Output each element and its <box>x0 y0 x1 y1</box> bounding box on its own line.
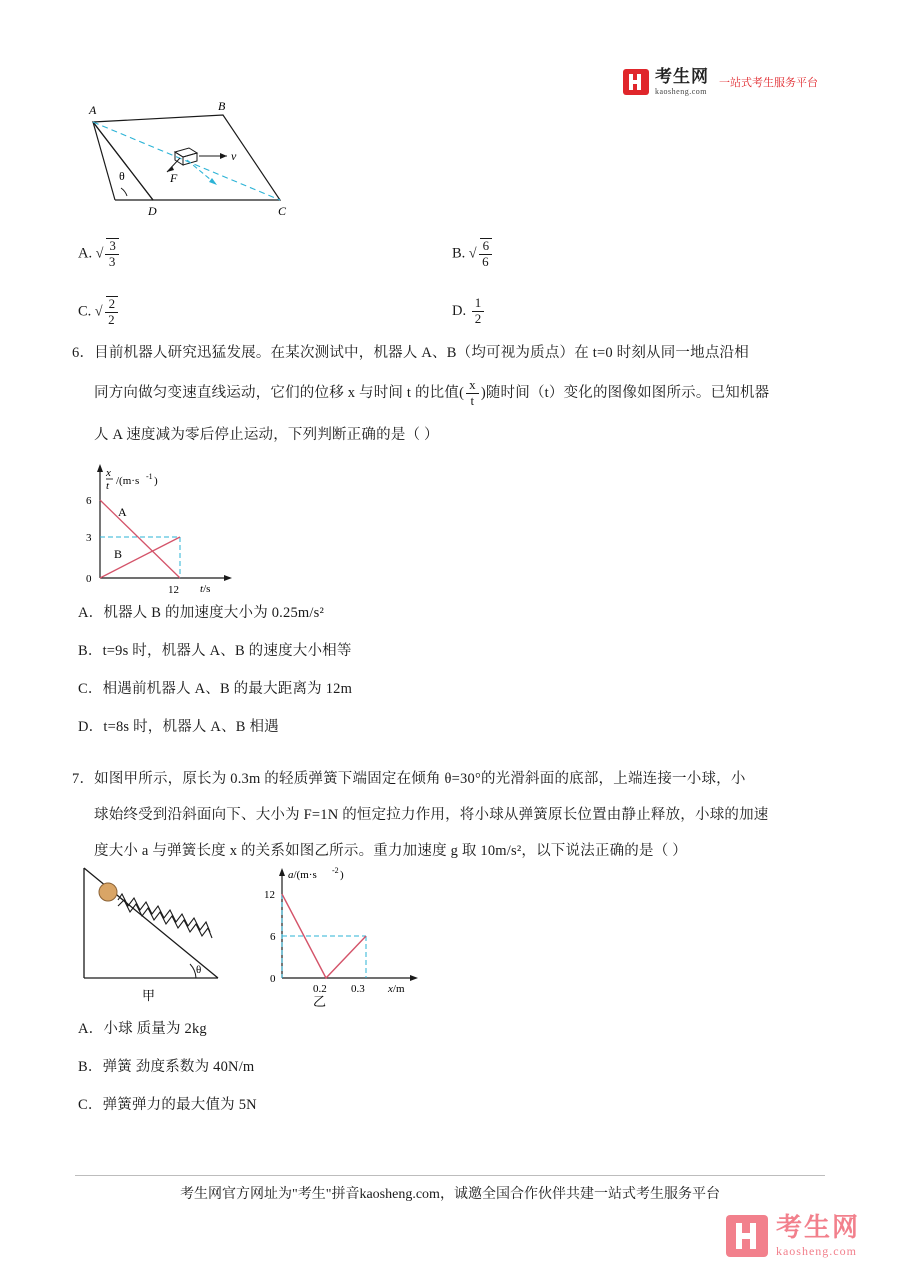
fig2-xlabel: t/s <box>200 583 211 595</box>
fig3-xtick-02: 0.2 <box>313 983 327 995</box>
q7-option-A: A．小球 质量为 2kg <box>78 1021 207 1037</box>
option-A-q5: A. √ $\frac{3}{3}$ <box>78 238 121 270</box>
fig2-ylabel: x <box>106 467 111 479</box>
watermark-cn: 考生网 <box>775 1213 860 1242</box>
option-A-q5-num: 3 <box>106 238 119 254</box>
option-C-q5: C. √ $\frac{2}{2}$ <box>78 296 120 328</box>
figure1-label-theta: θ <box>119 169 125 183</box>
watermark-text <box>776 1215 860 1257</box>
fig2-series-label-A: A <box>118 505 127 519</box>
watermark <box>726 1215 860 1257</box>
fig3-xlabel: x/m <box>388 983 405 995</box>
logo-slogan: 一站式考生服务平台 <box>719 77 818 89</box>
fig3-label-jia: 甲 <box>142 988 156 1003</box>
fig2-ytick-0: 0 <box>86 573 92 585</box>
option-B-q5-den: 6 <box>479 254 493 270</box>
q7-line3: 度大小 a 与弹簧长度 x 的关系如图乙所示。重力加速度 g 取 10m/s²，以下说法正确的是（ ） <box>94 843 687 859</box>
figure1-label-C: C <box>278 204 287 218</box>
watermark-en: kaosheng.com <box>775 1244 857 1258</box>
q7-option-C: C．弹簧弹力的最大值为 5N <box>78 1097 257 1113</box>
fig2-ytick-6: 6 <box>86 495 92 507</box>
option-C-q5-num: 2 <box>106 296 119 312</box>
svg-text:): ) <box>154 475 158 487</box>
option-B-q5-num: 6 <box>480 238 493 254</box>
option-C-q5-label: C. <box>78 303 92 320</box>
q6-line2-part-b: )随时间（t）变化的图像如图所示。已知机器 <box>480 385 770 401</box>
fig3-ytick-0: 0 <box>270 973 276 985</box>
figure1-label-D: D <box>148 204 157 218</box>
option-D-q5-den: 2 <box>472 311 485 327</box>
q6-option-A: A．机器人 B 的加速度大小为 0.25m/s² <box>78 605 324 621</box>
option-A-q5-den: 3 <box>105 254 119 270</box>
q6-option-B: B．t=9s 时，机器人 A、B 的速度大小相等 <box>78 643 352 659</box>
q6-line1: 6．目前机器人研究迅猛发展。在某次测试中，机器人 A、B（均可视为质点）在 t=0 时刻从同一地点沿相 <box>72 345 749 361</box>
figure-inclined-plane <box>75 100 405 220</box>
fig3-label-yi: 乙 <box>313 994 327 1009</box>
fig3-theta-label: θ <box>196 964 202 976</box>
fig2-ytick-3: 3 <box>86 532 92 544</box>
figure1-label-v: v <box>231 149 237 163</box>
watermark-logo-icon <box>726 1215 768 1257</box>
option-C-q5-den: 2 <box>105 312 119 328</box>
q6-line2 <box>94 378 854 409</box>
q6-line2-part-a: 同方向做匀变速直线运动，它们的位移 x 与时间 t 的比值( <box>94 385 465 401</box>
figure1-label-A: A <box>89 103 97 117</box>
q7-line1: 7．如图甲所示，原长为 0.3m 的轻质弹簧下端固定在倾角 θ=30°的光滑斜面的底部，上端连接一小球，小 <box>72 771 746 787</box>
fig3-xtick-03: 0.3 <box>351 983 365 995</box>
svg-text:-2: -2 <box>332 866 339 875</box>
logo-text <box>655 68 709 96</box>
svg-text:t: t <box>106 480 110 492</box>
q7-line2: 球始终受到沿斜面向下、大小为 F=1N 的恒定拉力作用，将小球从弹簧原长位置由静止释放，小球的加速 <box>94 807 769 823</box>
footer-text: 考生网官方网址为"考生"拼音kaosheng.com，诚邀全国合作伙伴共建一站式考生服务平台 <box>180 1187 720 1202</box>
footer-divider <box>75 1175 825 1176</box>
logo-cn-text: 考生网 <box>655 67 709 86</box>
svg-text:/(m·s: /(m·s <box>116 475 140 487</box>
option-D-q5 <box>452 296 486 327</box>
logo-en-text: kaosheng.com <box>655 87 707 96</box>
q6-option-C: C．相遇前机器人 A、B 的最大距离为 12m <box>78 681 353 697</box>
fig2-series-label-B: B <box>114 547 123 561</box>
site-logo <box>623 68 818 96</box>
figure-xt-graph <box>60 458 320 598</box>
q6-option-D: D．t=8s 时，机器人 A、B 相遇 <box>78 719 279 735</box>
option-B-q5: B. √ $\frac{6}{6}$ <box>452 238 494 270</box>
q6-frac-den: t <box>466 393 479 409</box>
logo-icon <box>623 69 649 95</box>
option-D-q5-label: D. <box>452 302 467 319</box>
fig3-ylabel: a/(m·s <box>288 869 317 881</box>
svg-text:-1: -1 <box>146 472 153 481</box>
q6-frac-num: x <box>469 377 476 393</box>
option-D-q5-num: 1 <box>474 295 482 310</box>
figure-spring-incline-and-graph <box>70 860 470 1010</box>
fig2-xtick-12: 12 <box>168 584 179 596</box>
fig3-ytick-6: 6 <box>270 931 276 943</box>
svg-text:): ) <box>340 869 344 881</box>
option-B-q5-label: B. <box>452 245 466 262</box>
option-A-q5-label: A. <box>78 245 93 262</box>
figure1-label-B: B <box>218 100 226 113</box>
q7-option-B: B．弹簧 劲度系数为 40N/m <box>78 1059 255 1075</box>
q6-line3: 人 A 速度减为零后停止运动，下列判断正确的是（ ） <box>94 427 439 443</box>
figure1-label-F: F <box>170 171 178 185</box>
fig3-ytick-12: 12 <box>264 889 275 901</box>
